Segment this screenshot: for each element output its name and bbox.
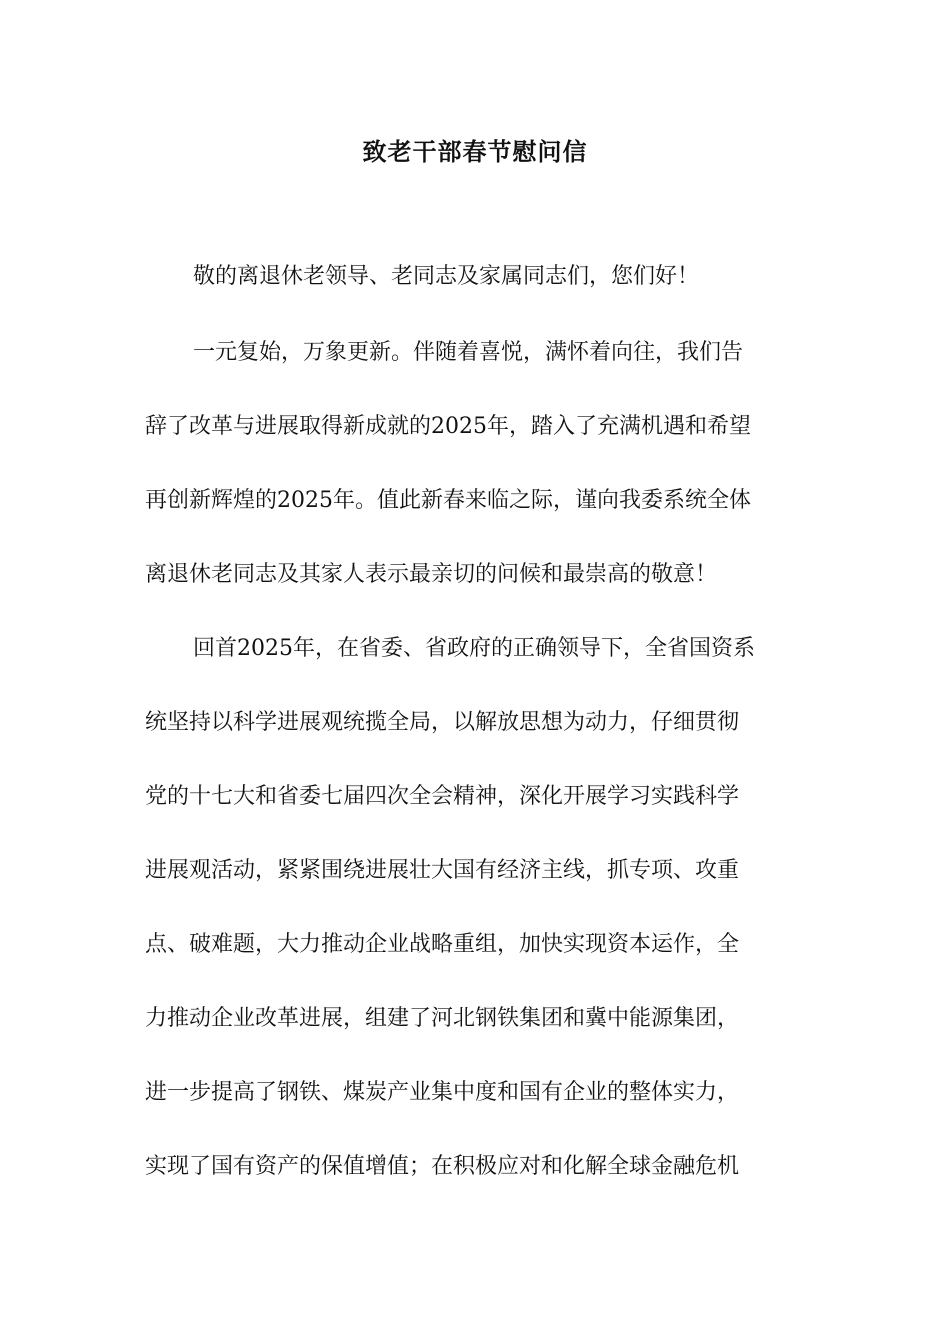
paragraph-line: 党的十七大和省委七届四次全会精神，深化开展学习实践科学: [145, 784, 740, 809]
paragraph-line: 统坚持以科学进展观统揽全局，以解放思想为动力，仔细贯彻: [145, 710, 740, 735]
paragraph-line: 回首2025年，在省委、省政府的正确领导下，全省国资系: [193, 636, 755, 661]
salutation-line: 敬的离退休老领导、老同志及家属同志们，您们好！: [193, 264, 700, 289]
paragraph-line: 实现了国有资产的保值增值；在积极应对和化解全球金融危机: [145, 1154, 740, 1179]
paragraph-line: 进一步提高了钢铁、煤炭产业集中度和国有企业的整体实力，: [145, 1080, 740, 1105]
paragraph-line: 进展观活动，紧紧围绕进展壮大国有经济主线，抓专项、攻重: [145, 858, 740, 883]
paragraph-line: 再创新辉煌的2025年。值此新春来临之际，谨向我委系统全体: [145, 488, 751, 513]
paragraph-line: 辞了改革与进展取得新成就的2025年，踏入了充满机遇和希望: [145, 414, 751, 439]
paragraph-line: 一元复始，万象更新。伴随着喜悦，满怀着向往，我们告: [193, 340, 744, 365]
paragraph-line: 力推动企业改革进展，组建了河北钢铁集团和冀中能源集团，: [145, 1006, 740, 1031]
paragraph-line: 离退休老同志及其家人表示最亲切的问候和最崇高的敬意！: [145, 562, 718, 587]
letter-title: 致老干部春节慰问信: [362, 137, 588, 166]
paragraph-line: 点、破难题，大力推动企业战略重组，加快实现资本运作，全: [145, 932, 740, 957]
